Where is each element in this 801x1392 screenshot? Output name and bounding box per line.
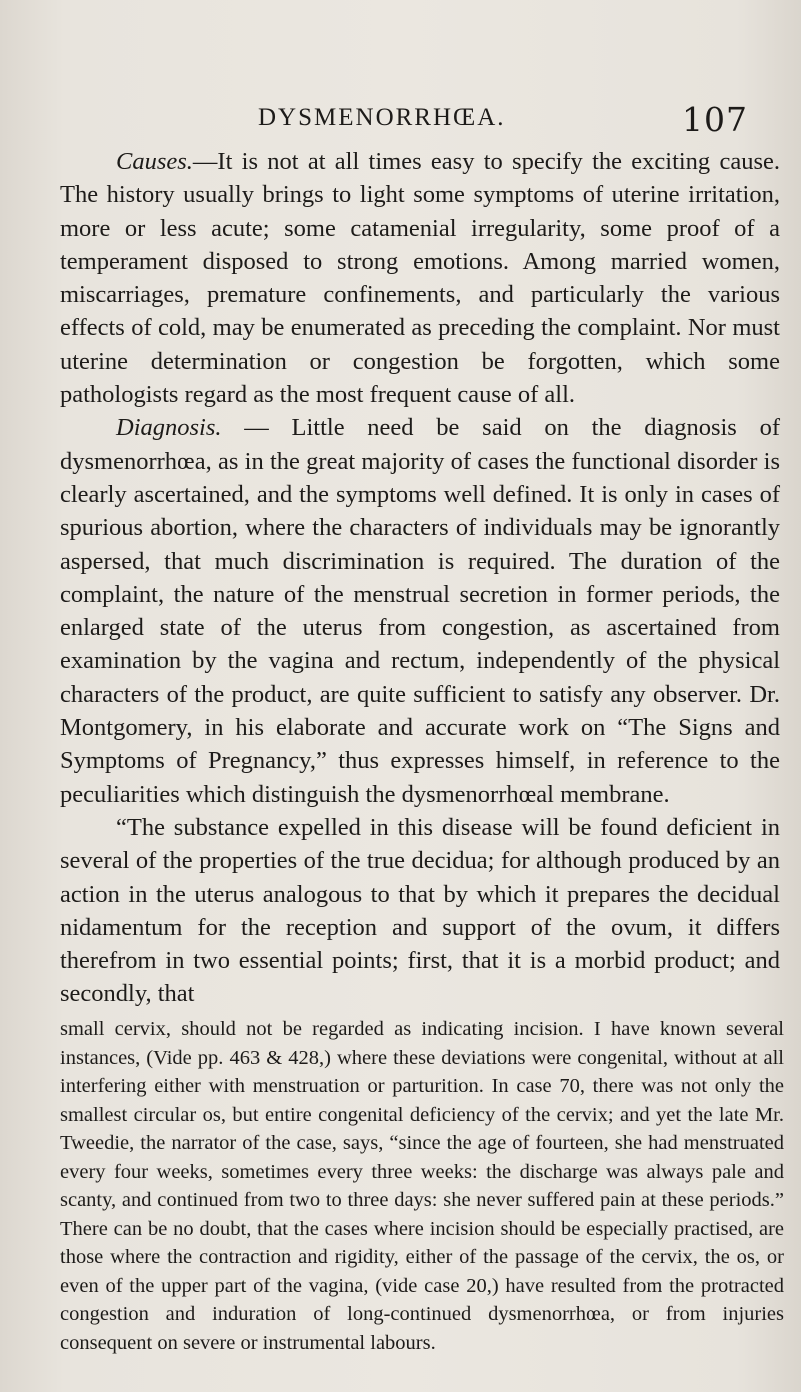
diagnosis-text: — Little need be said on the diagnosis of dysmenorrhœa, as in the great majority of cases the functional disorder is clearly ascertained, and the symptoms well defined. It is only in cases of spurious abortion, where the characters of individuals may be ignorantly aspersed, that much discrimination is required. The duration of the complaint, the nature of the menstrual secretion in former periods, the enlarged state of the uterus from congestion, as ascertained from examination by the vagina and rectum, independently of the physical characters of the product, are quite sufficient to satisfy any observer. Dr. Montgomery, in his elaborate and accurate work on “The Signs and Symptoms of Pregnancy,” thus expresses himself, in reference to the peculiarities which distinguish the dysmenorrhœal membrane. xyxy=(60,414,780,808)
running-title: DYSMENORRHŒA. xyxy=(258,104,506,131)
running-head xyxy=(0,100,801,140)
page-number: 107 xyxy=(682,100,748,139)
paragraph-diagnosis xyxy=(60,411,780,811)
footnote-text: small cervix, should not be regarded as indicating incision. I have known several instances, (Vide pp. 463 & 428,) where these deviations were congenital, without at all interfering either with menstruation or parturition. In case 70, there was not only the smallest circular os, but entire congenital deficiency of the cervix; and yet the late Mr. Tweedie, the narrator of the case, says, “since the age of fourteen, she had menstruated every four weeks, sometimes every three weeks: the discharge was always pale and scanty, and continued from two to three days: she never suffered pain at these periods.” There can be no doubt, that the cases where incision should be especially practised, are those where the contraction and rigidity, either of the passage of the cervix, the os, or even of the upper part of the vagina, (vide case 20,) have resulted from the protracted congestion and induration of long-continued dysmenorrhœa, or from injuries consequent on severe or instrumental labours. xyxy=(60,1018,784,1354)
footnote-block xyxy=(60,1015,784,1357)
paragraph-quote: “The substance expelled in this disease will be found deficient in several of the properties of the true decidua; for although produced by an action in the uterus analogous to that by which it prepares the decidual nidamentum for the reception and support of the ovum, it differs therefrom in two essential points; first, that it is a morbid product; and secondly, that xyxy=(60,813,780,1008)
paragraph-causes xyxy=(60,145,780,411)
causes-heading: Causes. xyxy=(116,148,193,175)
diagnosis-heading: Diagnosis. xyxy=(116,414,222,442)
main-text xyxy=(60,145,780,1011)
causes-text: —It is not at all times easy to specify the exciting cause. The history usually brings to light some symptoms of uterine irritation, more or less acute; some catamenial irregularity, some proof of a temperament disposed to strong emotions. Among married women, miscarriages, premature confinements, and particularly the various effects of cold, may be enumerated as preceding the complaint. Nor must uterine determination or congestion be forgotten, which some pathologists regard as the most frequent cause of all. xyxy=(60,148,780,409)
